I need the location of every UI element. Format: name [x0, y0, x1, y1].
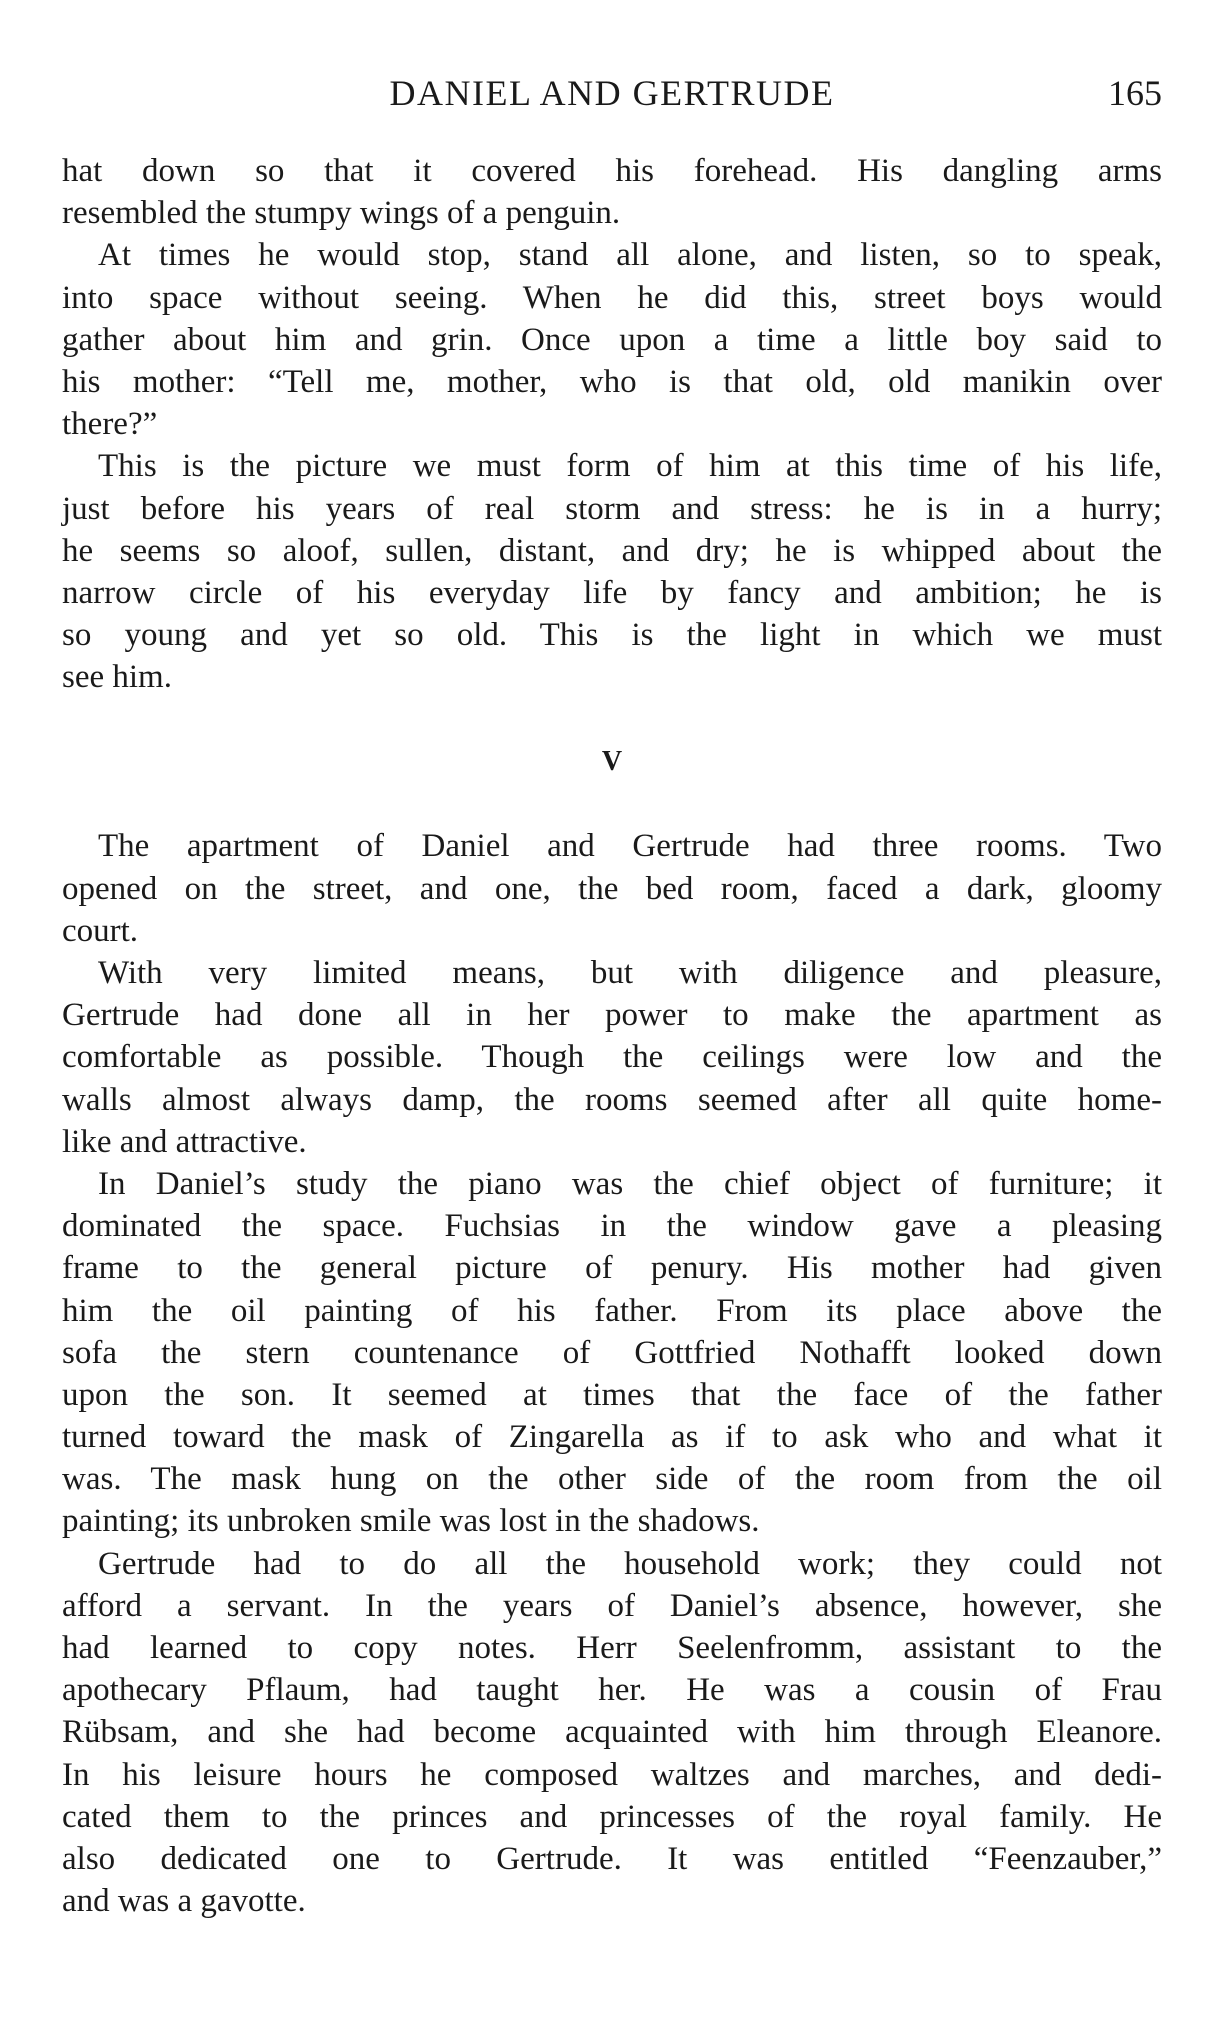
text-line: Gertrude had done all in her power to make the apartment as: [62, 997, 1162, 1034]
text-line: This is the picture we must form of him at this time of his life,: [98, 448, 1162, 485]
text-line: was. The mask hung on the other side of the room from the oil: [62, 1461, 1162, 1498]
text-line: upon the son. It seemed at times that the face of the father: [62, 1376, 1162, 1413]
text-line: his mother: “Tell me, mother, who is that old, old manikin over: [62, 363, 1162, 400]
paragraph: [62, 1163, 1162, 1543]
text-line: Gertrude had to do all the household work; they could not: [98, 1545, 1162, 1582]
text-line: he seems so aloof, sullen, distant, and dry; he is whipped about the: [62, 532, 1162, 569]
text-line: opened on the street, and one, the bed room, faced a dark, gloomy: [62, 870, 1162, 907]
text-line: gather about him and grin. Once upon a time a little boy said to: [62, 321, 1162, 358]
text-line: there?”: [62, 406, 158, 443]
text-line: into space without seeing. When he did this, street boys would: [62, 279, 1162, 316]
text-line: frame to the general picture of penury. His mother had given: [62, 1250, 1162, 1287]
text-line: In his leisure hours he composed waltzes and marches, and dedi-: [62, 1756, 1162, 1793]
text-line: Rübsam, and she had become acquainted with him through Eleanore.: [62, 1714, 1162, 1751]
text-line: court.: [62, 912, 139, 949]
page-body: [62, 150, 1162, 1922]
section-numeral: V: [601, 746, 623, 778]
text-line: The apartment of Daniel and Gertrude had three rooms. Two: [98, 828, 1162, 865]
text-line: At times he would stop, stand all alone, and listen, so to speak,: [98, 237, 1162, 274]
text-line: afford a servant. In the years of Daniel’s absence, however, she: [62, 1587, 1162, 1624]
paragraph: [62, 445, 1162, 698]
text-line: comfortable as possible. Though the ceilings were low and the: [62, 1039, 1162, 1076]
text-line: sofa the stern countenance of Gottfried Nothafft looked down: [62, 1334, 1162, 1371]
text-line: With very limited means, but with diligence and pleasure,: [98, 955, 1162, 991]
text-before-section: [62, 150, 1162, 698]
text-line: painting; its unbroken smile was lost in the shadows.: [62, 1503, 760, 1540]
paragraph: [62, 952, 1162, 1163]
text-line: dominated the space. Fuchsias in the window gave a pleasing: [62, 1208, 1162, 1245]
paragraph: [62, 150, 1162, 234]
text-line: cated them to the princes and princesses of the royal family. He: [62, 1798, 1162, 1835]
text-line: like and attractive.: [62, 1123, 307, 1160]
text-line: apothecary Pflaum, had taught her. He was a cousin of Frau: [62, 1672, 1162, 1709]
text-line: turned toward the mask of Zingarella as if to ask who and what it: [62, 1419, 1162, 1456]
text-line: so young and yet so old. This is the light in which we must: [62, 617, 1162, 654]
text-line: resembled the stumpy wings of a penguin.: [62, 195, 621, 232]
text-after-section: [62, 825, 1162, 1922]
paragraph: [62, 234, 1162, 445]
text-line: hat down so that it covered his forehead. His dangling arms: [62, 153, 1162, 189]
running-title: DANIEL AND GERTRUDE: [389, 73, 835, 113]
text-line: In Daniel’s study the piano was the chief object of furniture; it: [98, 1165, 1162, 1202]
paragraph: [62, 825, 1162, 952]
text-line: walls almost always damp, the rooms seemed after all quite home-: [62, 1081, 1162, 1118]
page-number: 165: [1108, 73, 1162, 113]
text-line: had learned to copy notes. Herr Seelenfromm, assistant to the: [62, 1630, 1162, 1666]
text-line: just before his years of real storm and stress: he is in a hurry;: [62, 490, 1162, 527]
text-line: narrow circle of his everyday life by fancy and ambition; he is: [62, 574, 1162, 611]
text-line: him the oil painting of his father. From its place above the: [62, 1292, 1162, 1329]
paragraph: [62, 1543, 1162, 1923]
text-line: also dedicated one to Gertrude. It was entitled “Feenzauber,”: [62, 1840, 1162, 1877]
running-header: [62, 72, 1162, 122]
text-line: and was a gavotte.: [62, 1883, 306, 1920]
text-line: see him.: [62, 659, 172, 696]
